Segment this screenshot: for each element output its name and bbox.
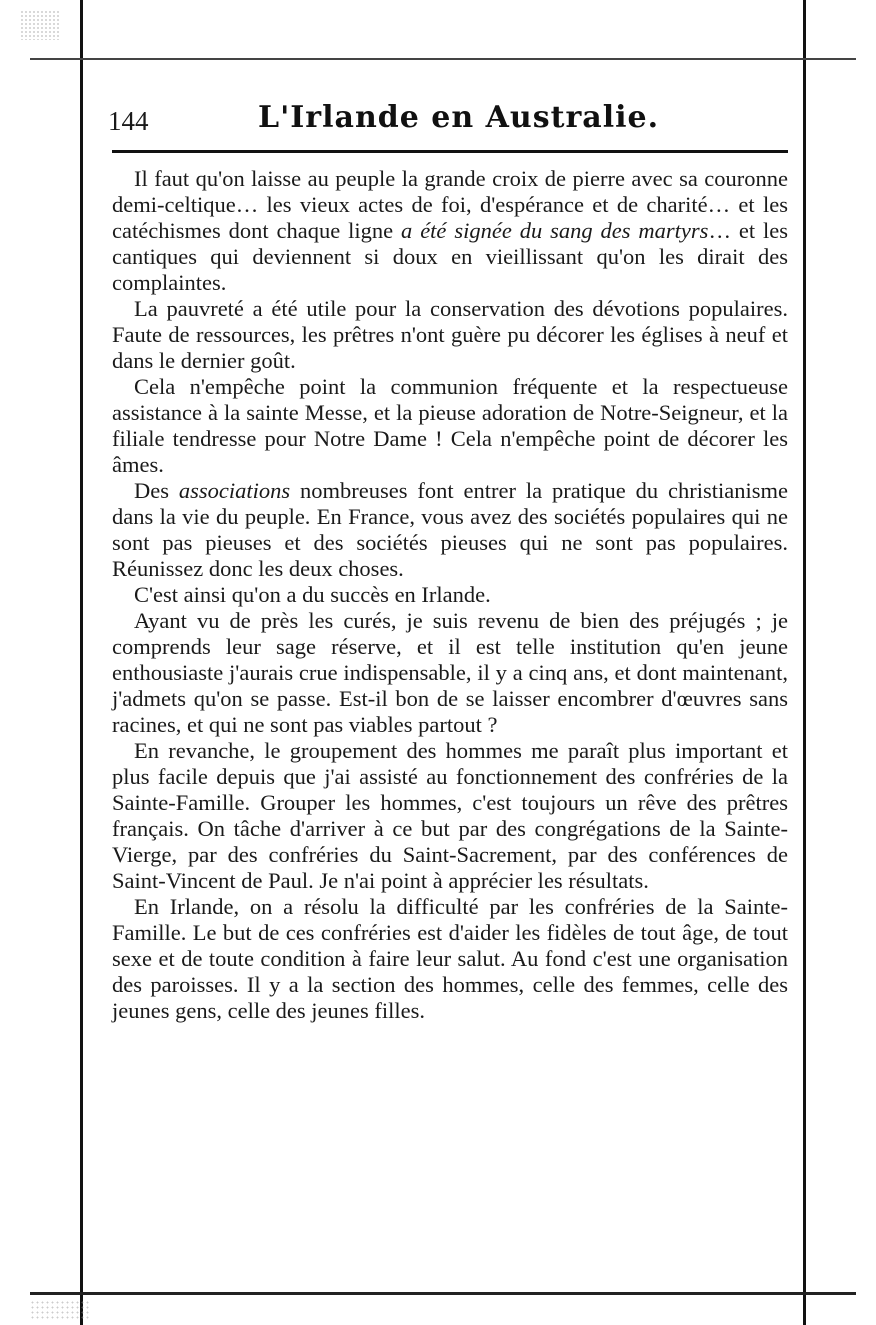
paragraph-text: Ayant vu de près les curés, je suis revenu de bien des préjugés ; je comprends leur sage réserve, et il est telle institution qu'en jeune enthousiaste j'aurais crue indispensable, il y a cinq ans, et dont maintenant, j'admets qu'on se passe. Est-il bon de se laisser encombrer d'œuvres sans racines, et qui ne sont pas viables partout ? (112, 608, 788, 737)
page-number: 144 (108, 106, 149, 136)
paragraph (112, 478, 788, 582)
paragraph-text: Il faut qu'on laisse au peuple la grande croix de pierre avec sa couronne demi-celtique… les vieux actes de foi, d'espérance et de charité… et les catéchismes dont chaque ligne (112, 166, 788, 243)
paragraph (112, 894, 788, 1024)
page-border-left (80, 0, 83, 1325)
paragraph-text: Des (134, 478, 179, 503)
paragraph-text: En Irlande, on a résolu la difficulté par les confréries de la Sainte-Famille. Le but de ces confréries est d'aider les fidèles de tout âge, de tout sexe et de toute condition à faire leur salut. Au fond c'est une organisation des paroisses. Il y a la section des hommes, celle des femmes, celle des jeunes gens, celle des jeunes filles. (112, 894, 788, 1023)
running-title: L'Irlande en Australie. (258, 100, 660, 135)
page-top-rule (30, 58, 856, 60)
paragraph-text: Cela n'empêche point la communion fréquente et la respectueuse assistance à la sainte Messe, et la pieuse adoration de Notre-Seigneur, et la filiale tendresse pour Notre Dame ! Cela n'empêche point de décorer les âmes. (112, 374, 788, 477)
paragraph-text: nombreuses font entrer la pratique du christianisme dans la vie du peuple. En France, vous avez des sociétés populaires qui ne sont pas pieuses et des sociétés pieuses qui ne sont pas populaires. Réunissez donc les deux choses. (112, 478, 788, 581)
page-border-right (803, 0, 806, 1325)
paragraph (112, 296, 788, 374)
paragraph-text: En revanche, le groupement des hommes me paraît plus important et plus facile depuis que j'ai assisté au fonctionnement des confréries de la Sainte-Famille. Grouper les hommes, c'est toujours un rêve des prêtres français. On tâche d'arriver à ce but par des congrégations de la Sainte-Vierge, par des confréries du Saint-Sacrement, par des conférences de Saint-Vincent de Paul. Je n'ai point à apprécier les résultats. (112, 738, 788, 893)
paragraph-text: La pauvreté a été utile pour la conservation des dévotions populaires. Faute de ressources, les prêtres n'ont guère pu décorer les églises à neuf et dans le dernier goût. (112, 296, 788, 373)
paragraph-text-italic: a été signée du sang des martyrs (401, 218, 709, 243)
paragraph-text-italic: associations (178, 478, 291, 503)
scan-noise (30, 1300, 90, 1320)
paragraph (112, 738, 788, 894)
page-header (108, 100, 790, 140)
paragraph (112, 374, 788, 478)
header-rule (112, 150, 788, 153)
paragraph-text: … et les cantiques qui deviennent si doux en vieillissant qu'on les dirait des complaintes. (112, 218, 788, 295)
paragraph-text: C'est ainsi qu'on a du succès en Irlande. (134, 582, 491, 607)
page-body (112, 160, 788, 1024)
page-bottom-rule (30, 1292, 856, 1295)
paragraph (112, 166, 788, 296)
paragraph (112, 608, 788, 738)
paragraph (112, 582, 788, 608)
scan-noise (20, 10, 60, 40)
